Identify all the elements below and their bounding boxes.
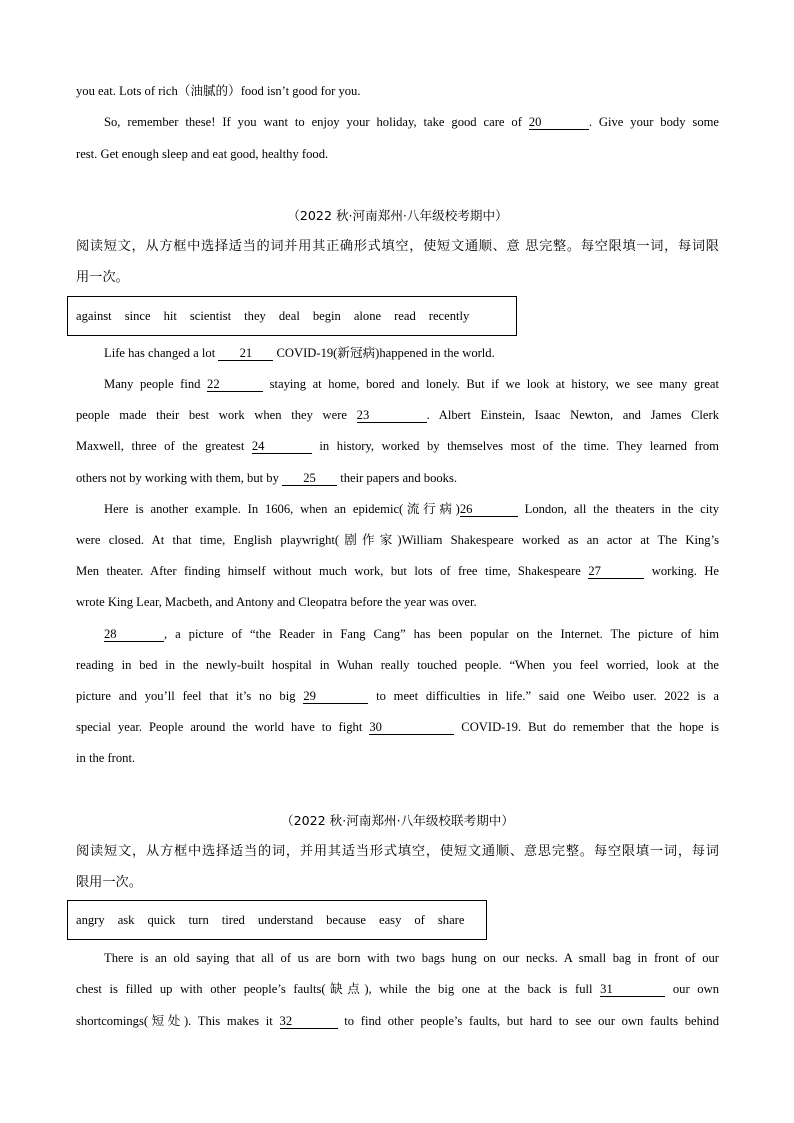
word-box-item: of bbox=[414, 912, 425, 927]
word-box-item: share bbox=[437, 912, 465, 927]
blank-30[interactable]: 30 bbox=[369, 720, 454, 735]
section1-instructions-line2: 用一次。 bbox=[76, 270, 129, 285]
word-box-item: tired bbox=[221, 912, 245, 927]
blank-28[interactable]: 28 bbox=[104, 627, 164, 642]
word-box-item: they bbox=[244, 308, 266, 323]
s1-line-6: Here is another example. In 1606, when an epidemic(流行病)26 London, all the theaters in the city bbox=[104, 502, 719, 516]
s2-line-1: There is an old saying that all of us are born with two bags hung on our necks. A small bag in front of our bbox=[104, 951, 719, 965]
word-box-item: quick bbox=[147, 912, 176, 927]
intro-line-1: you eat. Lots of rich（油腻的）food isn’t good for you. bbox=[76, 84, 361, 98]
blank-21[interactable]: 21 bbox=[218, 346, 273, 361]
word-box-item: recently bbox=[428, 308, 470, 323]
blank-20[interactable]: 20 bbox=[529, 115, 589, 130]
section2-word-box bbox=[67, 900, 487, 940]
section1-instructions-line1: 阅读短文，从方框中选择适当的词并用其正确形式填空，使短文通顺、意 思完整。每空限填一词，每词限 bbox=[76, 239, 719, 254]
word-box-item: turn bbox=[188, 912, 209, 927]
word-box-item: angry bbox=[76, 912, 105, 927]
word-box-item: since bbox=[124, 308, 151, 323]
s1-line-1: Life has changed a lot 21 COVID-19(新冠病)happened in the world. bbox=[104, 346, 495, 360]
word-box-item: scientist bbox=[189, 308, 232, 323]
blank-29[interactable]: 29 bbox=[303, 689, 368, 704]
s1-line-11: reading in bed in the newly-built hospital in Wuhan really touched people. “When you feel worried, look at the bbox=[76, 658, 719, 672]
word-box-item: understand bbox=[257, 912, 314, 927]
s2-line-2: chest is filled up with other people’s faults(缺点), while the big one at the back is full 31 our own bbox=[76, 982, 719, 996]
blank-32[interactable]: 32 bbox=[280, 1014, 338, 1029]
section2-header: （2022 秋·河南郑州·八年级校联考期中） bbox=[281, 813, 514, 828]
s1-line-4: Maxwell, three of the greatest 24 in history, worked by themselves most of the time. They learned from bbox=[76, 439, 719, 453]
section1-header: （2022 秋·河南郑州·八年级校考期中） bbox=[287, 208, 508, 223]
blank-26[interactable]: 26 bbox=[460, 502, 518, 517]
word-box-item: hit bbox=[163, 308, 177, 323]
intro-line-2: So, remember these! If you want to enjoy your holiday, take good care of 20 . Give your body some bbox=[104, 115, 720, 129]
section2-instructions-line2: 限用一次。 bbox=[76, 875, 142, 890]
word-box-item: alone bbox=[353, 308, 382, 323]
blank-31[interactable]: 31 bbox=[600, 982, 665, 997]
s1-line-13: special year. People around the world have to fight 30 COVID-19. But do remember that the hope is bbox=[76, 720, 719, 734]
blank-24[interactable]: 24 bbox=[252, 439, 312, 454]
blank-27[interactable]: 27 bbox=[588, 564, 644, 579]
blank-25[interactable]: 25 bbox=[282, 471, 337, 486]
s1-line-12: picture and you’ll feel that it’s no big 29 to meet difficulties in life.” said one Weibo user. 2022 is a bbox=[76, 689, 719, 703]
section1-word-box bbox=[67, 296, 517, 336]
section2-instructions-line1: 阅读短文，从方框中选择适当的词，并用其适当形式填空，使短文通顺、意思完整。每空限填一词，每词 bbox=[76, 844, 719, 859]
s1-line-10: 28 , a picture of “the Reader in Fang Cang” has been popular on the Internet. The picture of him bbox=[104, 627, 719, 641]
word-box-item: ask bbox=[117, 912, 135, 927]
s1-line-5: others not by working with them, but by 25 their papers and books. bbox=[76, 471, 458, 485]
s1-line-8: Men theater. After finding himself without much work, but lots of free time, Shakespeare 27 working. He bbox=[76, 564, 720, 578]
word-box-item: begin bbox=[312, 308, 341, 323]
s1-line-7: were closed. At that time, English playwright(剧作家)William Shakespeare worked as an actor at The King’s bbox=[76, 533, 719, 547]
s1-line-14: in the front. bbox=[76, 751, 136, 765]
s1-line-9: wrote King Lear, Macbeth, and Antony and Cleopatra before the year was over. bbox=[76, 595, 477, 609]
s1-line-3: people made their best work when they were 23 . Albert Einstein, Isaac Newton, and James Clerk bbox=[76, 408, 719, 422]
intro-line-3: rest. Get enough sleep and eat good, healthy food. bbox=[76, 147, 329, 161]
word-box-item: deal bbox=[278, 308, 300, 323]
word-box-item: because bbox=[326, 912, 366, 927]
s1-line-2: Many people find 22 staying at home, bored and lonely. But if we look at history, we see many great bbox=[104, 377, 719, 391]
s2-line-3: shortcomings(短处). This makes it 32 to find other people’s faults, but hard to see our own faults behind bbox=[76, 1014, 720, 1028]
blank-23[interactable]: 23 bbox=[357, 408, 427, 423]
word-box-item: read bbox=[394, 308, 416, 323]
word-box-item: against bbox=[76, 308, 112, 323]
word-box-item: easy bbox=[378, 912, 402, 927]
blank-22[interactable]: 22 bbox=[207, 377, 263, 392]
